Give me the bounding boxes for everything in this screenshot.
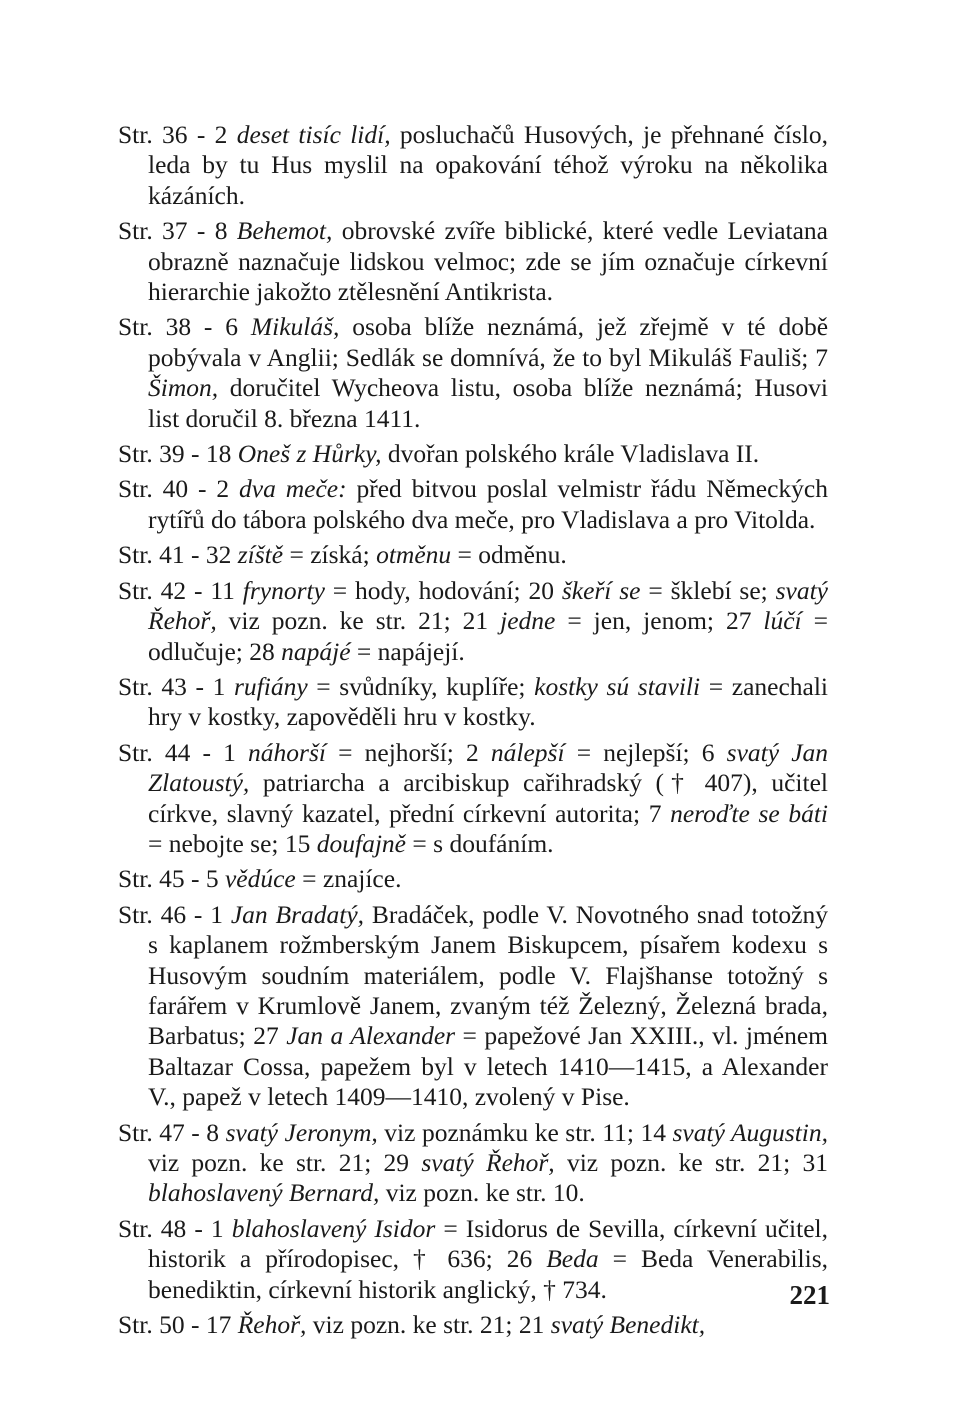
note-term: blahoslavený Isidor <box>231 1213 436 1243</box>
note-term: náhorší <box>248 737 326 767</box>
note-text: = nejlepší; 6 <box>564 737 727 767</box>
note-entry <box>118 312 828 434</box>
note-entry <box>118 439 828 469</box>
note-text: = napájejí. <box>350 636 465 666</box>
note-term: lúčí <box>763 606 802 636</box>
note-term: svatý Jan Zlatoustý, <box>148 737 829 798</box>
note-text: = Beda Venerabilis, benediktin, církevní historik anglický, † 734. <box>148 1244 828 1304</box>
note-entry <box>118 1214 828 1305</box>
note-term: Šimon, <box>148 373 219 403</box>
note-entry <box>118 216 828 307</box>
note-term: napájé <box>281 636 351 666</box>
note-reference: Str. 42 - 11 <box>118 575 235 605</box>
note-text: viz pozn. ke str. 21; 29 <box>148 1148 422 1177</box>
note-text: dvořan polského krále Vladislava II. <box>381 439 760 469</box>
note-text: = papežové Jan XXIII., vl. jménem Baltazar Cossa, papežem byl v letech 1410—1415, a Alexander V., papež v letech 1409—1410, zvolený v Pise. <box>148 1021 828 1112</box>
note-text: posluchačů Husových, je přehnané číslo, leda by tu Hus myslil na opakování téhož výroku na několika kázáních. <box>148 120 829 210</box>
note-text: doručitel Wycheova listu, osoba blíže neznámá; Husovi list doručil 8. března 1411. <box>148 373 828 433</box>
note-entry <box>118 1118 828 1209</box>
note-term: škeří se <box>561 575 641 605</box>
note-term: frynorty <box>242 575 325 605</box>
note-term: rufiány <box>234 671 308 701</box>
note-reference: Str. 38 - 6 <box>118 312 239 342</box>
note-reference: Str. 40 - 2 <box>118 474 230 504</box>
note-text: = s doufáním. <box>406 828 554 858</box>
note-reference: Str. 41 - 32 <box>118 540 232 570</box>
note-term: Řehoř, <box>237 1310 307 1340</box>
note-term: nálepší <box>490 737 565 767</box>
note-text: Bradáček, podle V. Novotného snad totožný s kaplanem rožmberským Janem Biskupcem, písařem kodexu s Husovým soudním materiálem, podle V. Flajšhanse totožný s farářem v Krumlově Janem, zvaným též Železný, Železná brada, Barbatus; 27 <box>148 899 828 1051</box>
note-text: = znajíce. <box>295 864 402 894</box>
note-entry <box>118 738 828 860</box>
note-text: viz pozn. ke str. 21; 21 <box>306 1310 551 1340</box>
note-text: = hody, hodování; 20 <box>324 575 562 605</box>
note-term: svatý Augustin, <box>672 1117 829 1147</box>
note-reference: Str. 47 - 8 <box>118 1117 220 1147</box>
note-entry <box>118 540 828 570</box>
note-term: Behemot, <box>236 216 333 246</box>
note-text: patriarcha a arcibiskup cařihradský († 407), učitel církve, slavný kazatel, přední církevní autorita; 7 <box>148 768 828 828</box>
note-reference: Str. 46 - 1 <box>118 899 223 929</box>
notes-list <box>118 120 828 1345</box>
note-reference: Str. 50 - 17 <box>118 1310 232 1340</box>
note-entry <box>118 576 828 667</box>
page-number: 221 <box>789 1280 830 1310</box>
note-entry <box>118 864 828 894</box>
note-term: Mikuláš, <box>250 312 340 342</box>
note-reference: Str. 48 - 1 <box>118 1213 224 1243</box>
note-reference: Str. 36 - 2 <box>118 120 228 149</box>
note-term: deset tisíc lidí, <box>236 120 391 149</box>
note-reference: Str. 37 - 8 <box>118 216 228 246</box>
note-text: = svůdníky, kuplíře; <box>307 671 535 701</box>
note-entry <box>118 672 828 733</box>
note-reference: Str. 39 - 18 <box>118 439 232 469</box>
note-reference: Str. 43 - 1 <box>118 671 226 701</box>
note-term: svatý Řehoř, <box>421 1148 555 1177</box>
note-text: viz poznámku ke str. 11; 14 <box>377 1117 673 1147</box>
note-term: Oneš z Hůrky, <box>237 439 382 469</box>
note-term: doufajně <box>316 828 407 858</box>
note-term: Jan a Alexander <box>286 1021 456 1051</box>
note-text: před bitvou poslal velmistr řádu Německých rytířů do tábora polského dva meče, pro Vladislava a pro Vitolda. <box>148 474 828 534</box>
note-term: svatý Jeronym, <box>225 1117 378 1147</box>
note-term: jedne <box>500 606 556 636</box>
note-text: obrovské zvíře biblické, které vedle Leviatana obrazně naznačuje lidskou velmoc; zde se jím označuje církevní hierarchie jakožto ztělesnění Antikrista. <box>148 216 828 307</box>
note-term: kostky sú stavili <box>534 671 701 701</box>
note-term: Jan Bradatý, <box>230 899 365 929</box>
note-term: vědúce <box>224 864 296 894</box>
note-text: = odměnu. <box>451 540 567 570</box>
note-term: dva meče: <box>239 474 347 504</box>
note-entry <box>118 1310 828 1340</box>
note-term: zíště <box>237 540 284 570</box>
note-text: = Isidorus de Sevilla, církevní učitel, historik a přírodopisec, † 636; 26 <box>148 1213 829 1274</box>
note-term: Beda <box>546 1244 599 1274</box>
note-reference: Str. 44 - 1 <box>118 737 236 767</box>
note-entry <box>118 120 828 211</box>
note-text: = zanechali hry v kostky, zapověděli hru v kostky. <box>148 671 829 732</box>
note-term: svatý Benedikt, <box>550 1310 706 1340</box>
note-text: = odlučuje; 28 <box>148 606 828 666</box>
note-text: viz pozn. ke str. 21; 21 <box>216 606 501 636</box>
note-text: = získá; <box>283 540 377 570</box>
note-text: osoba blíže neznámá, jež zřejmě v té době pobývala v Anglii; Sedlák se domnívá, že to byl Mikuláš Fauliš; 7 <box>148 312 829 372</box>
note-term: otměnu <box>376 540 452 570</box>
note-reference: Str. 45 - 5 <box>118 864 219 894</box>
note-text: = nejhorší; 2 <box>325 737 491 767</box>
note-entry <box>118 474 828 535</box>
note-text: viz pozn. ke str. 10. <box>379 1178 585 1208</box>
note-entry <box>118 900 828 1113</box>
note-text: viz pozn. ke str. 21; 31 <box>554 1148 829 1177</box>
note-text: = šklebí se; <box>640 575 776 605</box>
note-term: svatý Řehoř, <box>148 575 829 636</box>
note-term: neroďte se báti <box>670 798 829 828</box>
note-text: = nebojte se; 15 <box>148 828 317 858</box>
note-text: = jen, jenom; 27 <box>555 606 764 636</box>
note-term: blahoslavený Bernard, <box>148 1178 380 1208</box>
